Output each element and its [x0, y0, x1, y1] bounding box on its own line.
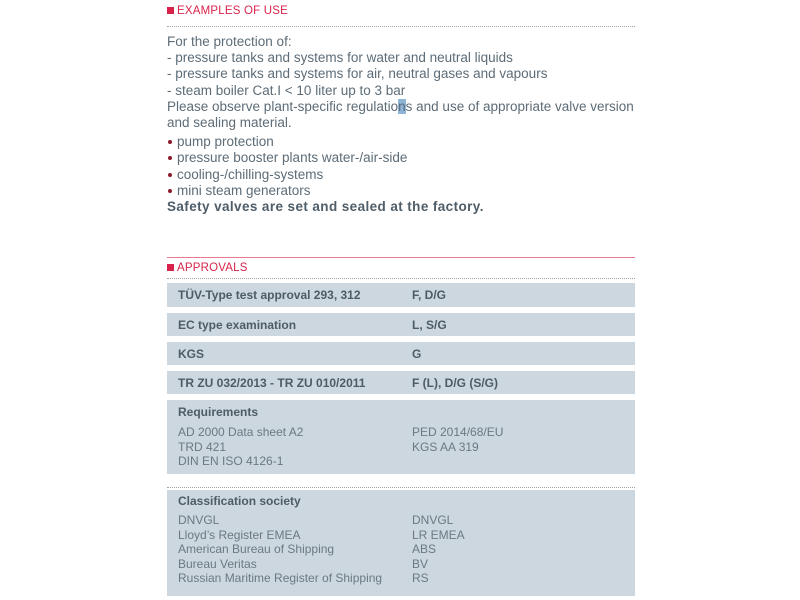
bullet-icon: [168, 189, 172, 193]
society-code: BV: [412, 556, 429, 571]
society-code: ABS: [412, 542, 437, 556]
requirement-item: DIN EN ISO 4126-1: [178, 454, 284, 468]
society-name: Bureau Veritas: [178, 556, 257, 571]
examples-divider: [167, 26, 635, 27]
section-square-icon: [167, 264, 174, 271]
examples-heading: [167, 5, 635, 17]
requirements-right-col: [412, 425, 503, 454]
examples-note: [167, 99, 635, 131]
bullet-text: cooling-/chilling-systems: [177, 166, 324, 182]
approval-row: [167, 313, 635, 336]
examples-body: [167, 34, 635, 215]
approval-value: F, D/G: [412, 288, 447, 302]
examples-bullet-list: [167, 134, 635, 199]
bullet-icon: [168, 156, 172, 160]
requirements-title: Requirements: [178, 405, 259, 419]
bullet-text: mini steam generators: [177, 182, 311, 198]
requirement-item: TRD 421: [178, 439, 227, 454]
note-text: Please observe plant-specific regulatio: [167, 98, 399, 114]
examples-heading-text: EXAMPLES OF USE: [177, 5, 289, 17]
note-text: s and use of appropriate valve version and sealing material.: [167, 98, 634, 131]
dash-item: - steam boiler Cat.I < 10 liter up to 3 bar: [167, 82, 406, 98]
factory-note: Safety valves are set and sealed at the factory.: [167, 199, 484, 215]
approval-label: EC type examination: [178, 318, 297, 332]
approval-label: TÜV-Type test approval 293, 312: [178, 288, 361, 302]
bullet-icon: [168, 140, 172, 144]
society-code: LR EMEA: [412, 527, 465, 542]
approvals-divider: [167, 278, 635, 279]
text-cursor: n: [398, 98, 406, 114]
bullet-item: [167, 134, 635, 150]
society-name: DNVGL: [178, 513, 220, 527]
classification-left-col: [178, 513, 382, 586]
bullet-item: [167, 183, 635, 199]
society-code: DNVGL: [412, 513, 454, 527]
classification-panel: [167, 490, 635, 596]
requirements-panel: [167, 400, 635, 474]
society-name: American Bureau of Shipping: [178, 542, 335, 556]
society-name: Russian Maritime Register of Shipping: [178, 571, 383, 585]
approval-value: F (L), D/G (S/G): [412, 376, 498, 390]
bullet-item: [167, 150, 635, 166]
approval-value: G: [412, 347, 422, 361]
approval-value: L, S/G: [412, 318, 447, 332]
approval-row: [167, 371, 635, 394]
requirements-left-col: [178, 425, 303, 469]
bullet-item: [167, 167, 635, 183]
examples-intro: For the protection of:: [167, 34, 292, 49]
society-code: RS: [412, 571, 429, 585]
approval-row: [167, 342, 635, 365]
requirement-item: PED 2014/68/EU: [412, 425, 504, 439]
approval-label: TR ZU 032/2013 - TR ZU 010/2011: [178, 376, 366, 390]
classification-divider: [167, 487, 635, 488]
bullet-text: pressure booster plants water-/air-side: [177, 150, 408, 166]
bullet-text: pump protection: [177, 134, 274, 150]
bullet-icon: [168, 173, 172, 177]
approvals-top-rule: [167, 257, 635, 258]
section-square-icon: [167, 7, 174, 14]
dash-item: - pressure tanks and systems for air, neutral gases and vapours: [167, 66, 548, 82]
requirement-item: KGS AA 319: [412, 439, 479, 454]
approval-row: [167, 283, 635, 307]
society-name: Lloyd’s Register EMEA: [178, 527, 301, 542]
approval-label: KGS: [178, 347, 205, 361]
approvals-heading-text: APPROVALS: [177, 262, 248, 274]
requirement-item: AD 2000 Data sheet A2: [178, 425, 304, 439]
dash-item: - pressure tanks and systems for water and neutral liquids: [167, 50, 513, 66]
approvals-heading: [167, 262, 635, 274]
classification-title: Classification society: [178, 494, 301, 508]
classification-right-col: [412, 513, 465, 586]
